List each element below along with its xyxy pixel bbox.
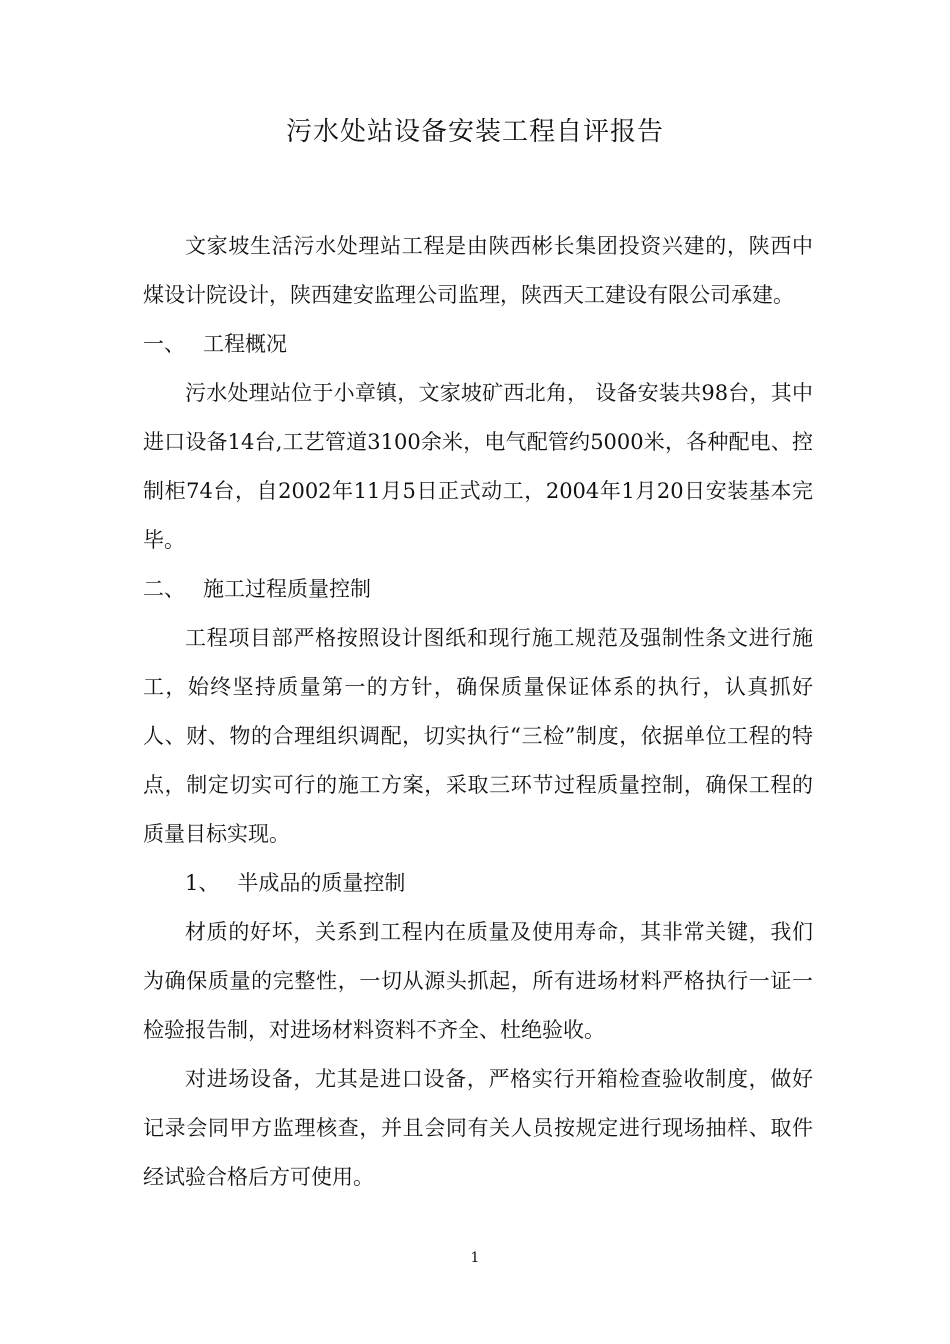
section-2-paragraph: 工程项目部严格按照设计图纸和现行施工规范及强制性条文进行施工，始终坚持质量第一的方针，确保质量保证体系的执行，认真抓好人、财、物的合理组织调配，切实执行“三检”制度，依据单位工程的特点，制定切实可行的施工方案，采取三环节过程质量控制，确保工程的质量目标实现。 — [143, 626, 813, 846]
page-number: 1 — [470, 1250, 480, 1266]
section-2-title: 施工过程质量控制 — [203, 577, 371, 601]
section-1-heading — [143, 320, 813, 369]
subsection-1-title: 半成品的质量控制 — [237, 871, 406, 895]
document-body — [143, 222, 813, 1202]
subsection-1-number: 1、 — [185, 871, 220, 895]
intro-paragraph: 文家坡生活污水处理站工程是由陕西彬长集团投资兴建的，陕西中煤设计院设计，陕西建安监理公司监理，陕西天工建设有限公司承建。 — [143, 234, 813, 307]
section-1-paragraph: 污水处理站位于小章镇，文家坡矿西北角， 设备安装共98台，其中进口设备14台,工艺管道3100余米，电气配管约5000米，各种配电、控制柜74台，自2002年11月5日正式动工，2004年1月20日安装基本完毕。 — [143, 381, 813, 552]
section-1-number: 一、 — [143, 332, 185, 356]
document-title: 污水处站设备安装工程自评报告 — [285, 117, 664, 147]
subsection-1-paragraph-2: 对进场设备，尤其是进口设备，严格实行开箱检查验收制度，做好记录会同甲方监理核查，并且会同有关人员按规定进行现场抽样、取件经试验合格后方可使用。 — [143, 1067, 813, 1189]
subsection-1-heading — [143, 859, 813, 908]
section-2-number: 二、 — [143, 577, 185, 601]
section-2-heading — [143, 565, 813, 614]
section-1-title: 工程概况 — [203, 332, 287, 356]
subsection-1-paragraph-1: 材质的好坏，关系到工程内在质量及使用寿命，其非常关键，我们为确保质量的完整性，一切从源头抓起，所有进场材料严格执行一证一检验报告制，对进场材料资料不齐全、杜绝验收。 — [143, 920, 813, 1042]
